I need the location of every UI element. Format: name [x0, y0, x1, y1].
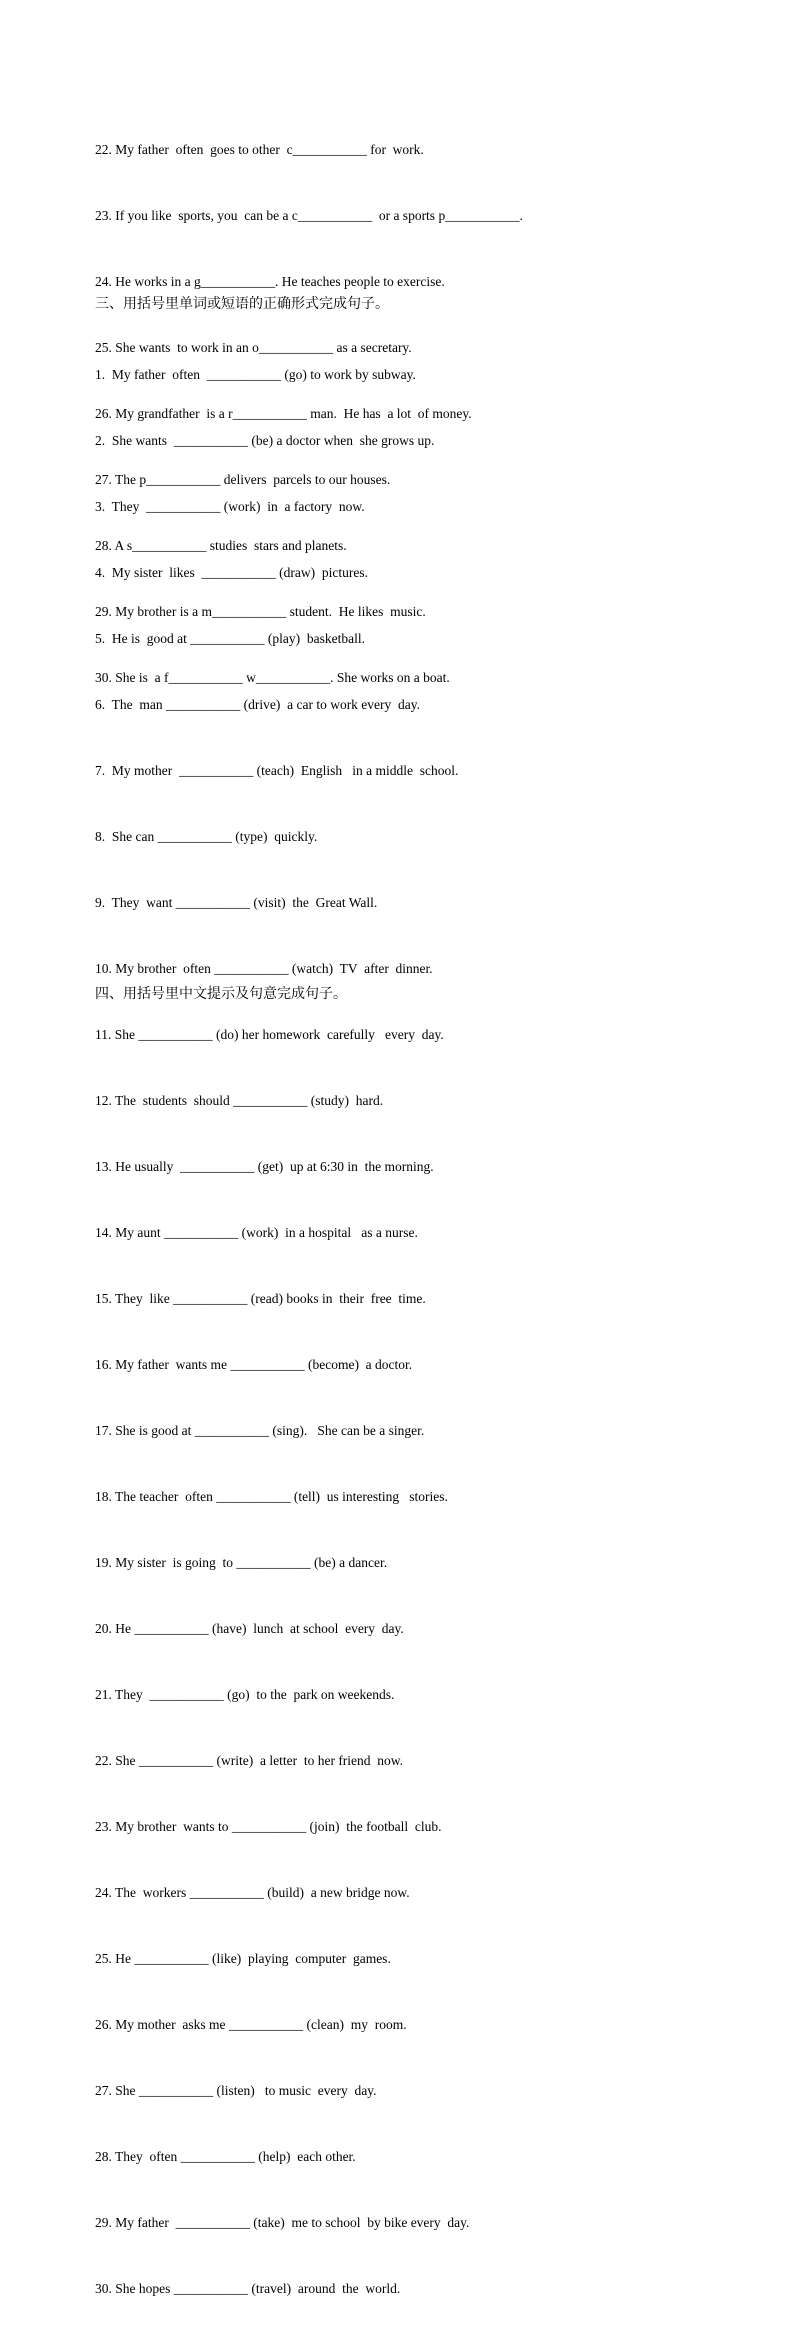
exercise-line: 16. My father wants me ___________ (become) a doctor.	[95, 1357, 413, 1372]
exercise-line: 15. They like ___________ (read) books in their free time.	[95, 1291, 426, 1306]
exercise-line: 8. She can ___________ (type) quickly.	[95, 829, 318, 844]
exercise-line: 6. The man ___________ (drive) a car to work every day.	[95, 697, 421, 712]
exercise-line: 2. She wants ___________ (be) a doctor when she grows up.	[95, 433, 435, 448]
exercise-line: 26. My grandfather is a r___________ man. He has a lot of money.	[95, 406, 472, 421]
exercise-line: 4. My sister likes ___________ (draw) pictures.	[95, 565, 368, 580]
exercise-line: 13. He usually ___________ (get) up at 6:30 in the morning.	[95, 1159, 434, 1174]
exercise-line: 24. He works in a g___________. He teaches people to exercise.	[95, 274, 445, 289]
exercise-line: 29. My brother is a m___________ student. He likes music.	[95, 604, 426, 619]
exercise-line: 25. She wants to work in an o___________ as a secretary.	[95, 340, 412, 355]
exercise-line: 1. My father often ___________ (go) to work by subway.	[95, 367, 416, 382]
exercise-line: 22. She ___________ (write) a letter to her friend now.	[95, 1753, 404, 1768]
exercise-line: 30. She is a f___________ w___________. She works on a boat.	[95, 670, 450, 685]
exercise-line: 17. She is good at ___________ (sing). She can be a singer.	[95, 1423, 425, 1438]
exercise-line: 22. My father often goes to other c___________ for work.	[95, 142, 424, 157]
exercise-line: 7. My mother ___________ (teach) English in a middle school.	[95, 763, 459, 778]
exercise-line: 27. The p___________ delivers parcels to our houses.	[95, 472, 391, 487]
exercise-line: 25. He ___________ (like) playing computer games.	[95, 1951, 391, 1966]
verb-form-list	[95, 320, 735, 2344]
exercise-line: 3. They ___________ (work) in a factory now.	[95, 499, 365, 514]
section-3-heading: 三、用括号里单词或短语的正确形式完成句子。	[95, 296, 389, 312]
section-4-heading: 四、用括号里中文提示及句意完成句子。	[95, 986, 347, 1002]
exercise-line: 23. My brother wants to ___________ (join) the football club.	[95, 1819, 442, 1834]
exercise-line: 14. My aunt ___________ (work) in a hospital as a nurse.	[95, 1225, 418, 1240]
exercise-line: 18. The teacher often ___________ (tell) us interesting stories.	[95, 1489, 448, 1504]
exercise-line: 30. She hopes ___________ (travel) around the world.	[95, 2281, 401, 2296]
exercise-line: 20. He ___________ (have) lunch at school every day.	[95, 1621, 404, 1636]
exercise-line: 27. She ___________ (listen) to music every day.	[95, 2083, 377, 2098]
exercise-line: 26. My mother asks me ___________ (clean) my room.	[95, 2017, 407, 2032]
exercise-line: 23. If you like sports, you can be a c___________ or a sports p___________.	[95, 208, 523, 223]
exercise-line: 5. He is good at ___________ (play) basketball.	[95, 631, 365, 646]
exercise-line: 11. She ___________ (do) her homework carefully every day.	[95, 1027, 444, 1042]
exercise-line: 28. They often ___________ (help) each other.	[95, 2149, 356, 2164]
exercise-line: 19. My sister is going to ___________ (be) a dancer.	[95, 1555, 388, 1570]
exercise-line: 9. They want ___________ (visit) the Great Wall.	[95, 895, 378, 910]
exercise-line: 12. The students should ___________ (study) hard.	[95, 1093, 384, 1108]
exercise-line: 10. My brother often ___________ (watch) TV after dinner.	[95, 961, 433, 976]
exercise-line: 21. They ___________ (go) to the park on weekends.	[95, 1687, 395, 1702]
exercise-line: 24. The workers ___________ (build) a new bridge now.	[95, 1885, 410, 1900]
exercise-line: 28. A s___________ studies stars and planets.	[95, 538, 347, 553]
exercise-line: 29. My father ___________ (take) me to school by bike every day.	[95, 2215, 470, 2230]
